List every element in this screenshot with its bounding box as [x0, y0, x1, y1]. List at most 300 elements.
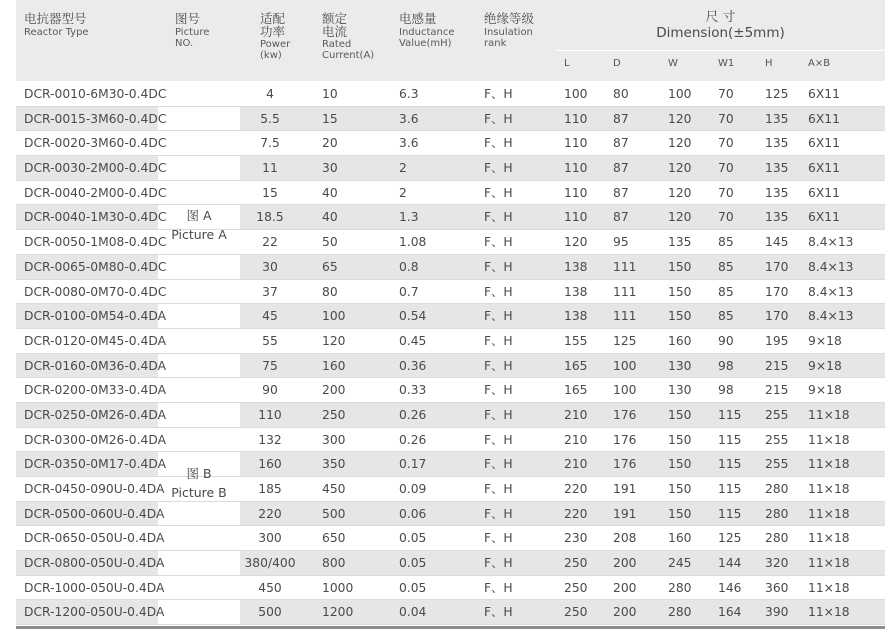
table-row — [16, 82, 885, 107]
cell-h: 135 — [765, 210, 789, 225]
cell-w1: 115 — [718, 482, 742, 496]
cell-ab: 9×18 — [808, 383, 842, 398]
cell-model: DCR-0015-3M60-0.4DC — [24, 111, 167, 126]
cell-ab: 11×18 — [808, 407, 850, 422]
cell-power: 380/400 — [244, 556, 296, 571]
table-row — [16, 428, 885, 453]
cell-ab: 9×18 — [808, 333, 842, 348]
cell-h: 215 — [765, 358, 789, 373]
cell-l: 138 — [564, 259, 588, 274]
cell-current: 10 — [322, 87, 338, 101]
cell-d: 87 — [613, 210, 629, 225]
cell-h: 135 — [765, 185, 789, 200]
table-row — [16, 378, 885, 403]
cell-insulation: F、H — [484, 161, 513, 176]
header-dim-AB: A×B — [808, 58, 831, 69]
table-row — [16, 502, 885, 527]
cell-insulation: F、H — [484, 457, 513, 472]
cell-h: 135 — [765, 161, 789, 176]
cell-ab: 8.4×13 — [808, 309, 854, 324]
cell-inductance: 0.09 — [399, 482, 427, 496]
cell-insulation: F、H — [484, 259, 513, 274]
cell-h: 390 — [765, 605, 789, 620]
cell-insulation: F、H — [484, 210, 513, 225]
cell-w: 150 — [668, 457, 692, 472]
cell-insulation: F、H — [484, 605, 513, 620]
cell-inductance: 2 — [399, 185, 407, 200]
cell-l: 110 — [564, 111, 588, 126]
cell-power: 500 — [258, 605, 282, 620]
cell-power: 90 — [262, 383, 278, 398]
cell-model: DCR-1000-050U-0.4DA — [24, 580, 165, 595]
header-model — [24, 12, 89, 39]
cell-current: 50 — [322, 235, 338, 250]
cell-current: 500 — [322, 506, 346, 521]
header-dim-W: W — [668, 58, 678, 69]
header-insulation — [484, 12, 534, 49]
cell-w1: 115 — [718, 457, 742, 472]
picture-b-cn: 图 B — [186, 466, 212, 481]
table-row — [16, 107, 885, 132]
cell-inductance: 3.6 — [399, 136, 419, 151]
cell-l: 210 — [564, 457, 588, 472]
cell-d: 87 — [613, 185, 629, 200]
cell-insulation: F、H — [484, 333, 513, 348]
cell-model: DCR-0500-060U-0.4DA — [24, 506, 165, 521]
cell-w: 280 — [668, 605, 692, 620]
cell-inductance: 0.33 — [399, 383, 427, 398]
cell-power: 75 — [262, 358, 278, 373]
cell-model: DCR-0040-1M30-0.4DC — [24, 210, 167, 225]
cell-ab: 11×18 — [808, 531, 850, 546]
cell-insulation: F、H — [484, 185, 513, 200]
cell-l: 110 — [564, 161, 588, 176]
cell-d: 191 — [613, 506, 637, 521]
cell-d: 87 — [613, 161, 629, 176]
table-row — [16, 403, 885, 428]
table-row — [16, 181, 885, 206]
cell-insulation: F、H — [484, 482, 513, 496]
header-current-en1: Rated — [322, 39, 352, 51]
cell-w: 150 — [668, 432, 692, 447]
cell-inductance: 0.8 — [399, 259, 419, 274]
cell-model: DCR-0350-0M17-0.4DA — [24, 457, 167, 472]
picture-b-en: Picture B — [171, 485, 227, 501]
cell-d: 176 — [613, 457, 637, 472]
cell-current: 250 — [322, 407, 346, 422]
cell-ab: 8.4×13 — [808, 284, 854, 299]
header-power — [260, 12, 290, 61]
cell-insulation: F、H — [484, 284, 513, 299]
cell-l: 210 — [564, 407, 588, 422]
cell-d: 95 — [613, 235, 629, 250]
header-model-cn: 电抗器型号 — [24, 11, 87, 26]
cell-d: 200 — [613, 580, 637, 595]
cell-power: 132 — [258, 432, 282, 447]
cell-insulation: F、H — [484, 432, 513, 447]
cell-w: 150 — [668, 482, 692, 496]
cell-insulation: F、H — [484, 580, 513, 595]
cell-model: DCR-0800-050U-0.4DA — [24, 556, 165, 571]
header-inductance-en2: Value(mH) — [399, 37, 452, 49]
cell-w1: 70 — [718, 185, 734, 200]
cell-w: 150 — [668, 284, 692, 299]
cell-w1: 70 — [718, 136, 734, 151]
cell-ab: 9×18 — [808, 358, 842, 373]
cell-h: 135 — [765, 111, 789, 126]
cell-inductance: 6.3 — [399, 87, 419, 101]
cell-w: 150 — [668, 309, 692, 324]
header-dim-L: L — [564, 58, 570, 69]
cell-ab: 8.4×13 — [808, 235, 854, 250]
header-insulation-en1: Insulation — [484, 27, 533, 39]
cell-h: 135 — [765, 136, 789, 151]
cell-current: 20 — [322, 136, 338, 151]
cell-ab: 11×18 — [808, 605, 850, 620]
cell-w1: 85 — [718, 309, 734, 324]
cell-ab: 11×18 — [808, 506, 850, 521]
cell-model: DCR-0050-1M08-0.4DC — [24, 235, 167, 250]
cell-inductance: 0.05 — [399, 556, 427, 571]
table-row — [16, 255, 885, 280]
cell-ab: 6X11 — [808, 161, 840, 176]
table-row — [16, 452, 885, 477]
cell-ab: 6X11 — [808, 185, 840, 200]
cell-h: 125 — [765, 87, 789, 101]
picture-b-label — [158, 464, 240, 503]
cell-ab: 8.4×13 — [808, 259, 854, 274]
cell-power: 220 — [258, 506, 282, 521]
cell-model: DCR-0300-0M26-0.4DA — [24, 432, 167, 447]
cell-w: 120 — [668, 161, 692, 176]
header-inductance-en1: Inductance — [399, 27, 455, 39]
cell-h: 255 — [765, 457, 789, 472]
picture-a-en: Picture A — [171, 227, 227, 243]
cell-insulation: F、H — [484, 111, 513, 126]
cell-current: 450 — [322, 482, 346, 496]
cell-insulation: F、H — [484, 309, 513, 324]
cell-l: 210 — [564, 432, 588, 447]
cell-ab: 6X11 — [808, 136, 840, 151]
cell-w1: 146 — [718, 580, 742, 595]
reactor-spec-table — [16, 0, 885, 631]
cell-l: 165 — [564, 358, 588, 373]
cell-d: 111 — [613, 284, 637, 299]
cell-power: 185 — [258, 482, 282, 496]
cell-power: 110 — [258, 407, 282, 422]
cell-ab: 6X11 — [808, 210, 840, 225]
header-insulation-en2: rank — [484, 37, 507, 49]
cell-h: 170 — [765, 309, 789, 324]
cell-power: 37 — [262, 284, 278, 299]
cell-l: 165 — [564, 383, 588, 398]
cell-insulation: F、H — [484, 87, 513, 101]
table-row — [16, 280, 885, 305]
cell-l: 100 — [564, 87, 588, 101]
cell-inductance: 0.17 — [399, 457, 427, 472]
cell-inductance: 0.05 — [399, 531, 427, 546]
cell-d: 200 — [613, 556, 637, 571]
cell-current: 100 — [322, 309, 346, 324]
cell-l: 230 — [564, 531, 588, 546]
cell-insulation: F、H — [484, 531, 513, 546]
cell-inductance: 0.06 — [399, 506, 427, 521]
cell-power: 18.5 — [256, 210, 284, 225]
cell-h: 280 — [765, 506, 789, 521]
header-dimension-en: Dimension(±5mm) — [656, 24, 785, 41]
cell-w: 150 — [668, 259, 692, 274]
table-row — [16, 477, 885, 502]
cell-current: 30 — [322, 161, 338, 176]
cell-h: 215 — [765, 383, 789, 398]
cell-d: 87 — [613, 136, 629, 151]
cell-w1: 125 — [718, 531, 742, 546]
header-power-en1: Power — [260, 39, 291, 51]
table-row — [16, 304, 885, 329]
header-picture-en2: NO. — [175, 37, 194, 49]
cell-inductance: 1.08 — [399, 235, 427, 250]
cell-ab: 11×18 — [808, 482, 850, 496]
header-power-cn1: 适配 — [260, 11, 286, 26]
cell-w1: 85 — [718, 284, 734, 299]
cell-current: 65 — [322, 259, 338, 274]
cell-h: 170 — [765, 259, 789, 274]
cell-l: 250 — [564, 556, 588, 571]
cell-insulation: F、H — [484, 383, 513, 398]
cell-inductance: 0.36 — [399, 358, 427, 373]
cell-h: 145 — [765, 235, 789, 250]
cell-power: 450 — [258, 580, 282, 595]
cell-power: 45 — [262, 309, 278, 324]
cell-w1: 85 — [718, 235, 734, 250]
cell-current: 200 — [322, 383, 346, 398]
cell-l: 220 — [564, 482, 588, 496]
table-row — [16, 600, 885, 625]
cell-l: 138 — [564, 309, 588, 324]
header-insulation-cn: 绝缘等级 — [484, 11, 535, 26]
cell-w: 120 — [668, 185, 692, 200]
cell-w1: 98 — [718, 358, 734, 373]
cell-d: 208 — [613, 531, 637, 546]
cell-l: 220 — [564, 506, 588, 521]
cell-w: 160 — [668, 333, 692, 348]
cell-l: 138 — [564, 284, 588, 299]
cell-power: 55 — [262, 333, 278, 348]
cell-w: 150 — [668, 407, 692, 422]
cell-w: 160 — [668, 531, 692, 546]
header-current-cn2: 电流 — [322, 24, 348, 40]
cell-w: 130 — [668, 358, 692, 373]
header-dimension — [556, 11, 885, 41]
cell-w1: 70 — [718, 210, 734, 225]
cell-w1: 70 — [718, 87, 734, 101]
cell-ab: 11×18 — [808, 580, 850, 595]
cell-model: DCR-0200-0M33-0.4DA — [24, 383, 167, 398]
cell-model: DCR-0080-0M70-0.4DC — [24, 284, 167, 299]
cell-power: 30 — [262, 259, 278, 274]
table-row — [16, 526, 885, 551]
cell-h: 255 — [765, 407, 789, 422]
cell-inductance: 0.45 — [399, 333, 427, 348]
cell-w1: 115 — [718, 506, 742, 521]
bottom-rule — [16, 626, 885, 629]
cell-h: 170 — [765, 284, 789, 299]
cell-model: DCR-0040-2M00-0.4DC — [24, 185, 167, 200]
header-picture-cn: 图号 — [175, 11, 201, 26]
cell-h: 255 — [765, 432, 789, 447]
cell-w1: 115 — [718, 432, 742, 447]
cell-inductance: 0.26 — [399, 407, 427, 422]
cell-w: 100 — [668, 87, 692, 101]
cell-l: 110 — [564, 210, 588, 225]
cell-w1: 70 — [718, 111, 734, 126]
cell-model: DCR-0650-050U-0.4DA — [24, 531, 165, 546]
table-row — [16, 230, 885, 255]
header-current-en2: Current(A) — [322, 49, 375, 61]
cell-model: DCR-0250-0M26-0.4DA — [24, 407, 167, 422]
cell-model: DCR-0065-0M80-0.4DC — [24, 259, 167, 274]
cell-d: 176 — [613, 407, 637, 422]
cell-w1: 90 — [718, 333, 734, 348]
table-row — [16, 131, 885, 156]
cell-w1: 70 — [718, 161, 734, 176]
cell-l: 120 — [564, 235, 588, 250]
cell-ab: 6X11 — [808, 111, 840, 126]
cell-current: 350 — [322, 457, 346, 472]
header-divider — [556, 50, 885, 51]
cell-d: 80 — [613, 87, 629, 101]
cell-current: 40 — [322, 210, 338, 225]
cell-h: 195 — [765, 333, 789, 348]
cell-power: 22 — [262, 235, 278, 250]
table-row — [16, 576, 885, 601]
cell-insulation: F、H — [484, 235, 513, 250]
header-model-en: Reactor Type — [24, 27, 89, 39]
header-power-en2: (kw) — [260, 49, 282, 61]
cell-w1: 164 — [718, 605, 742, 620]
cell-insulation: F、H — [484, 358, 513, 373]
cell-ab: 11×18 — [808, 432, 850, 447]
header-power-cn2: 功率 — [260, 24, 286, 40]
header-dim-D: D — [613, 58, 621, 69]
cell-w1: 115 — [718, 407, 742, 422]
cell-current: 120 — [322, 333, 346, 348]
cell-h: 320 — [765, 556, 789, 571]
cell-inductance: 0.26 — [399, 432, 427, 447]
cell-model: DCR-0020-3M60-0.4DC — [24, 136, 167, 151]
row-separator — [16, 624, 885, 625]
cell-w1: 85 — [718, 259, 734, 274]
cell-model: DCR-0160-0M36-0.4DA — [24, 358, 167, 373]
cell-d: 111 — [613, 309, 637, 324]
cell-d: 191 — [613, 482, 637, 496]
cell-ab: 11×18 — [808, 457, 850, 472]
cell-l: 155 — [564, 333, 588, 348]
cell-model: DCR-0010-6M30-0.4DC — [24, 87, 167, 101]
cell-insulation: F、H — [484, 407, 513, 422]
cell-inductance: 0.04 — [399, 605, 427, 620]
cell-power: 300 — [258, 531, 282, 546]
cell-w: 150 — [668, 506, 692, 521]
cell-w: 280 — [668, 580, 692, 595]
cell-power: 160 — [258, 457, 282, 472]
cell-power: 15 — [262, 185, 278, 200]
cell-d: 87 — [613, 111, 629, 126]
cell-d: 100 — [613, 383, 637, 398]
cell-w1: 144 — [718, 556, 742, 571]
cell-ab: 6X11 — [808, 87, 840, 101]
header-picture-en1: Picture — [175, 27, 210, 39]
cell-w1: 98 — [718, 383, 734, 398]
cell-w: 130 — [668, 383, 692, 398]
cell-l: 110 — [564, 136, 588, 151]
table-row — [16, 205, 885, 230]
cell-inductance: 1.3 — [399, 210, 419, 225]
cell-h: 360 — [765, 580, 789, 595]
cell-power: 5.5 — [260, 111, 280, 126]
cell-d: 176 — [613, 432, 637, 447]
picture-a-label — [158, 206, 240, 245]
cell-insulation: F、H — [484, 506, 513, 521]
cell-h: 280 — [765, 482, 789, 496]
cell-inductance: 0.7 — [399, 284, 419, 299]
cell-inductance: 3.6 — [399, 111, 419, 126]
cell-model: DCR-0030-2M00-0.4DC — [24, 161, 167, 176]
header-dimension-cn: 尺 寸 — [705, 10, 736, 25]
header-dim-H: H — [765, 58, 773, 69]
cell-inductance: 0.54 — [399, 309, 427, 324]
header-current-cn1: 额定 — [322, 11, 348, 26]
cell-w: 120 — [668, 136, 692, 151]
cell-current: 1000 — [322, 580, 354, 595]
cell-insulation: F、H — [484, 556, 513, 571]
cell-w: 135 — [668, 235, 692, 250]
cell-d: 200 — [613, 605, 637, 620]
cell-current: 40 — [322, 185, 338, 200]
header-current — [322, 12, 374, 61]
cell-current: 15 — [322, 111, 338, 126]
cell-inductance: 2 — [399, 161, 407, 176]
picture-a-cn: 图 A — [186, 208, 212, 223]
cell-d: 100 — [613, 358, 637, 373]
cell-l: 110 — [564, 185, 588, 200]
cell-model: DCR-0100-0M54-0.4DA — [24, 309, 167, 324]
cell-w: 120 — [668, 210, 692, 225]
cell-l: 250 — [564, 605, 588, 620]
cell-power: 11 — [262, 161, 278, 176]
table-row — [16, 551, 885, 576]
cell-current: 650 — [322, 531, 346, 546]
cell-model: DCR-1200-050U-0.4DA — [24, 605, 165, 620]
cell-h: 280 — [765, 531, 789, 546]
cell-current: 160 — [322, 358, 346, 373]
table-body — [16, 82, 885, 625]
header-picture — [175, 12, 209, 49]
cell-power: 4 — [266, 87, 274, 101]
cell-power: 7.5 — [260, 136, 280, 151]
cell-current: 800 — [322, 556, 346, 571]
cell-current: 1200 — [322, 605, 354, 620]
cell-model: DCR-0450-090U-0.4DA — [24, 482, 165, 496]
table-row — [16, 156, 885, 181]
cell-ab: 11×18 — [808, 556, 850, 571]
header-inductance-cn: 电感量 — [399, 11, 437, 26]
cell-inductance: 0.05 — [399, 580, 427, 595]
cell-d: 111 — [613, 259, 637, 274]
cell-l: 250 — [564, 580, 588, 595]
table-row — [16, 354, 885, 379]
cell-current: 300 — [322, 432, 346, 447]
